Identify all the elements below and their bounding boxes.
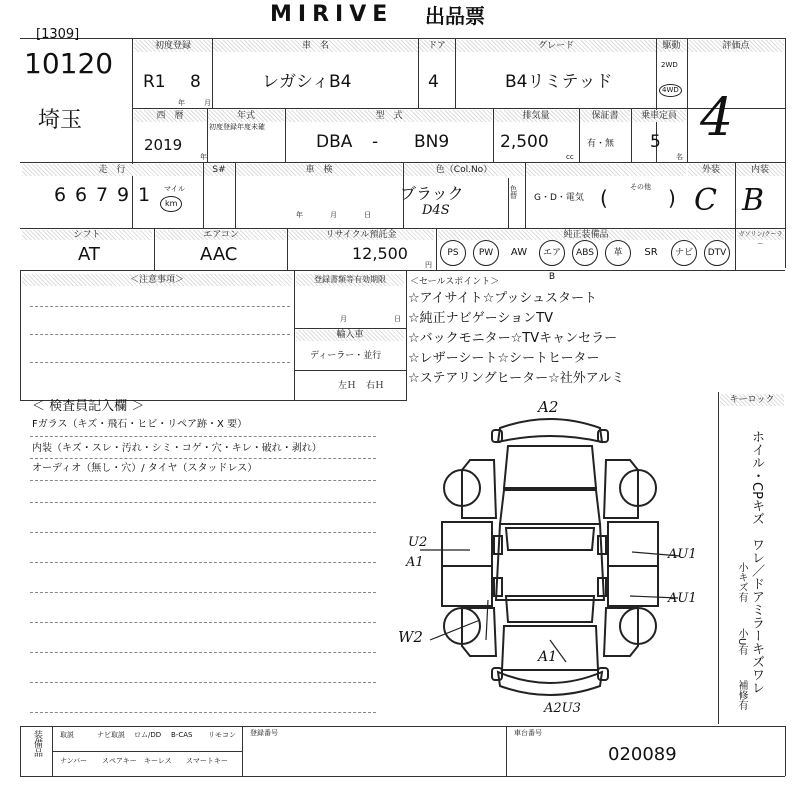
- glass-remarks: Fガラス（キズ・飛石・ヒビ・リペア跡・X 要）: [32, 419, 248, 430]
- sales-point-line: ☆バックモニター☆TVキャンセラー: [408, 331, 618, 346]
- label-first-reg: 初度登録: [134, 40, 212, 52]
- mark-bottom: A2U3: [544, 701, 581, 716]
- equipment-item: SR: [644, 247, 658, 258]
- label-equipment: 純正装備品: [438, 230, 734, 240]
- mark-right-upper: AU1: [668, 547, 697, 562]
- label-exterior: 外装: [688, 164, 734, 176]
- inspector-label: ＜ 検査員記入欄 ＞: [32, 399, 145, 414]
- mark-left-upper: U2: [408, 535, 428, 550]
- label-seats: 乗車定員: [632, 110, 686, 122]
- sales-point-line: ☆ステアリングヒーター☆社外アルミ: [408, 371, 625, 386]
- label-doors: ドア: [419, 40, 455, 52]
- color-code: D4S: [422, 203, 450, 218]
- right-vertical-notes: ホイル・CPキズ ワレ／ドアミラーキズワレ: [749, 430, 764, 694]
- equipment-item: エアB: [539, 240, 565, 266]
- footer-item: ナビ取説: [97, 731, 125, 739]
- mark-top: A2: [538, 398, 559, 416]
- small-note-3: 補修有: [736, 680, 747, 710]
- footer-item: スマートキー: [186, 757, 228, 765]
- interior-grade: B: [742, 183, 765, 218]
- reg-month: 8: [190, 72, 201, 92]
- attention-label: ＜注意事項＞: [22, 274, 292, 286]
- form-title: 出品票: [425, 4, 485, 28]
- equipment-item: 革: [605, 240, 631, 266]
- mark-right-lower: AU1: [668, 591, 697, 606]
- interior-remarks: 内装（キズ・スレ・汚れ・シミ・コゲ・穴・キレ・破れ・剥れ）: [32, 443, 322, 454]
- drive-4wd: 4WD: [659, 84, 682, 97]
- footer-item: ナンバー: [60, 757, 88, 765]
- model-code: BN9: [414, 132, 450, 152]
- reg-number-label: 登録番号: [250, 729, 278, 737]
- mileage-digit: 9: [117, 184, 130, 206]
- mark-bottom-center: A1: [538, 649, 558, 665]
- label-model: 型 式: [286, 110, 492, 122]
- label-cc: 排気量: [494, 110, 578, 122]
- handle-left: 左Ｈ: [338, 381, 357, 391]
- equipment-item: ナビ: [671, 240, 697, 266]
- grade: B4リミテッド: [505, 72, 613, 92]
- footer-item: スペアキー: [102, 757, 137, 765]
- label-aircon: エアコン: [156, 230, 286, 240]
- shift: AT: [78, 244, 100, 265]
- mileage-digit: 6: [75, 184, 88, 206]
- label-warranty: 保証書: [580, 110, 630, 122]
- displacement: 2,500: [500, 132, 549, 152]
- audio-remarks: オーディオ（無し・穴）/ タイヤ（スタッドレス）: [32, 463, 258, 474]
- sales-point-line: ☆純正ナビゲーションTV: [408, 311, 553, 326]
- mark-left-upper-2: A1: [406, 555, 424, 570]
- lot-code: [1309]: [36, 27, 80, 42]
- footer-item: ロム/DD: [134, 731, 162, 739]
- small-note-2: 小U有: [736, 628, 747, 656]
- label-car-name: 車 名: [213, 40, 418, 52]
- recycle-fee: 12,500: [352, 244, 408, 263]
- sales-points-label: ＜セールスポイント＞: [410, 277, 500, 287]
- car-damage-diagram: [400, 400, 720, 730]
- label-color: 色（Col.No）: [404, 164, 524, 176]
- paint-options: G・D・電気: [534, 193, 584, 203]
- items-label: 装備品: [32, 730, 42, 757]
- sales-point-line: ☆アイサイト☆プッシュスタート: [408, 291, 598, 306]
- label-inspection: 車 検: [236, 164, 402, 176]
- dealer-parallel: ディーラー・並行: [310, 351, 382, 361]
- equipment-item: ABS: [572, 240, 598, 266]
- equipment-item: AW: [510, 247, 528, 258]
- label-interior: 内装: [736, 164, 784, 176]
- footer-item: リモコン: [208, 731, 236, 739]
- mileage-digit: 1: [138, 184, 151, 206]
- car-name: レガシィB4: [262, 72, 352, 92]
- mileage-digit: 6: [54, 184, 67, 206]
- reg-validity-label: 登録書類等有効期限: [296, 274, 404, 286]
- door-count: 4: [428, 72, 439, 92]
- unit-km-circled: km: [160, 196, 182, 212]
- label-smark: S#: [204, 164, 234, 176]
- seats: 5: [650, 132, 661, 152]
- label-grade: グレード: [456, 40, 656, 52]
- reg-era: R1: [143, 72, 166, 92]
- mileage-digit: 7: [96, 184, 109, 206]
- mark-left-lower: W2: [398, 628, 423, 646]
- footer-item: キーレス: [144, 757, 172, 765]
- lot-region: 埼玉: [38, 108, 83, 133]
- label-score: 評価点: [688, 40, 784, 52]
- exterior-grade: C: [694, 183, 717, 218]
- footer-item: B-CAS: [171, 731, 193, 739]
- sales-point-line: ☆レザーシート☆シートヒーター: [408, 351, 600, 366]
- lot-number: 10120: [24, 47, 114, 80]
- label-cooler: ガソリン/クーラー: [738, 231, 783, 248]
- equipment-item: DTV: [704, 240, 730, 266]
- chassis-number: 020089: [608, 744, 677, 765]
- score-value: 4: [700, 88, 734, 148]
- label-shift: シフト: [22, 230, 152, 240]
- model-prefix: DBA: [316, 132, 353, 152]
- label-drive: 駆動: [657, 40, 686, 52]
- aircon: AAC: [200, 244, 238, 265]
- year: 2019: [144, 136, 183, 154]
- drive-2wd: 2WD: [661, 61, 678, 69]
- keylock-label: キーロック: [720, 394, 784, 406]
- label-mileage: 走 行: [22, 164, 202, 176]
- label-model-year: 年式: [208, 110, 284, 122]
- chassis-label: 車台番号: [514, 729, 542, 737]
- label-seireki: 西 暦: [134, 110, 206, 122]
- import-label: 輸入車: [296, 330, 404, 341]
- warranty: 有・無: [587, 139, 615, 149]
- color-name: ブラック: [400, 184, 464, 203]
- small-note-1: 小キズ有: [736, 562, 747, 602]
- brand-title: MIRIVE: [270, 2, 394, 27]
- footer-item: 取説: [60, 731, 74, 739]
- equipment-item: PS: [440, 240, 466, 266]
- label-recycle: リサイクル預託金: [288, 230, 434, 240]
- handle-right: 右Ｈ: [366, 381, 385, 391]
- equipment-item: PW: [473, 240, 499, 266]
